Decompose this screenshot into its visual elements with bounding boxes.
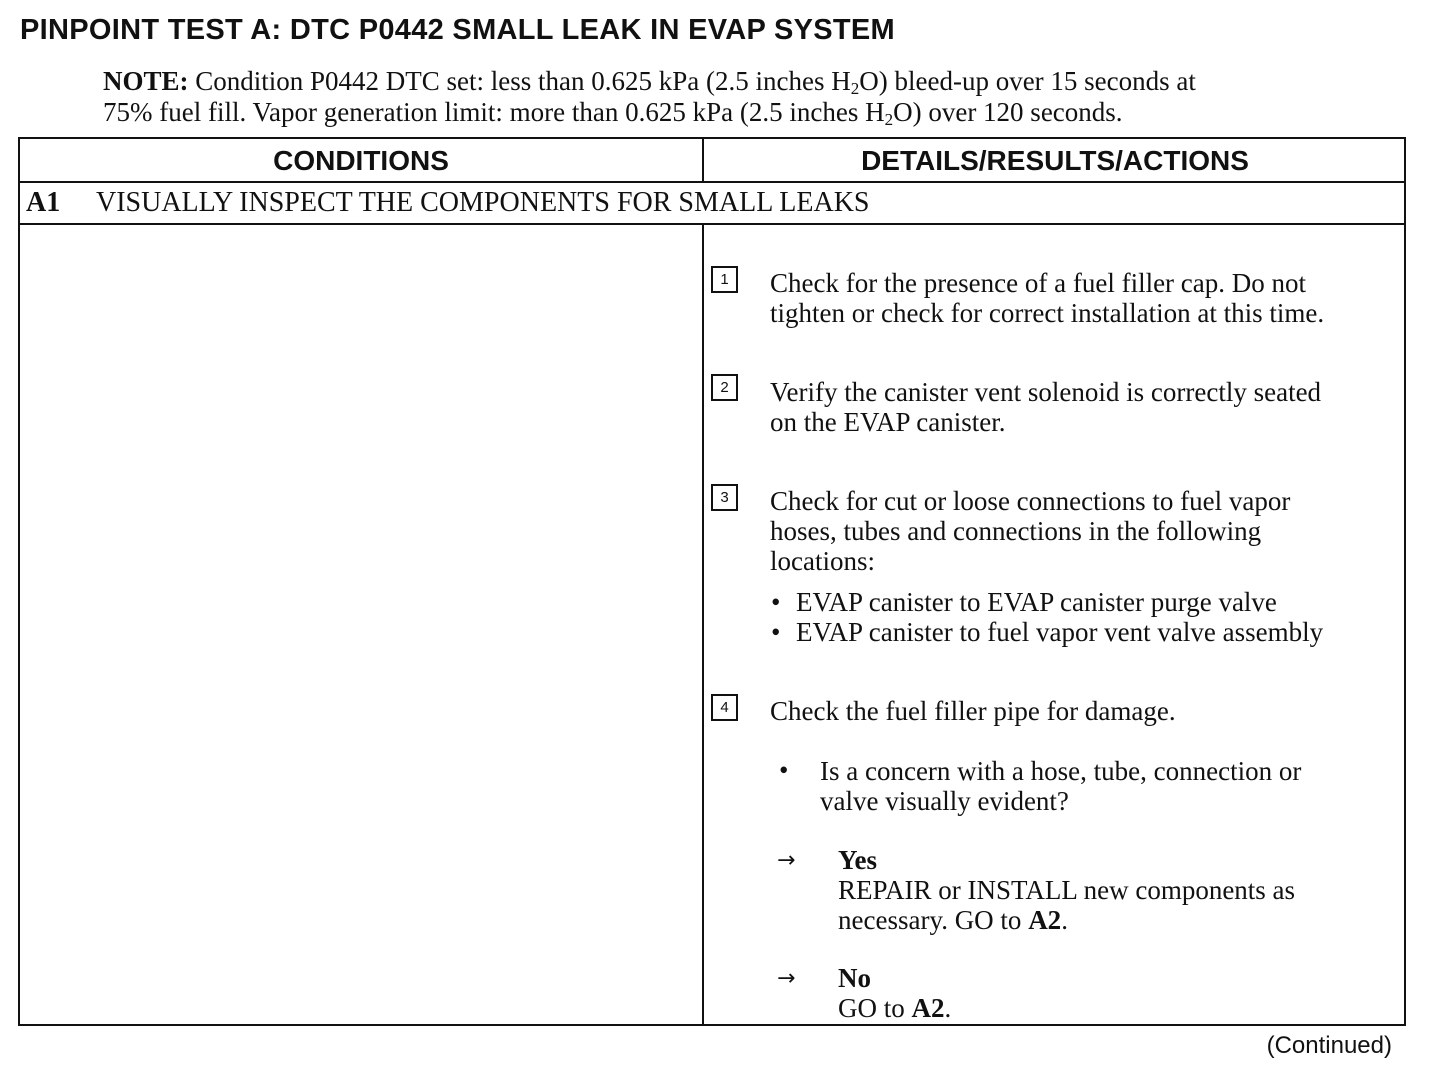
step-row bbox=[20, 183, 1404, 225]
note-label: NOTE: bbox=[103, 66, 189, 96]
answer-yes bbox=[838, 845, 1295, 935]
note-line-2 bbox=[103, 97, 1423, 128]
step-reference: A2 bbox=[1028, 905, 1062, 935]
text-line: on the EVAP canister. bbox=[770, 407, 1006, 437]
step-number-box: 3 bbox=[711, 484, 738, 511]
step-reference: A2 bbox=[911, 993, 945, 1023]
subscript: 2 bbox=[884, 110, 894, 129]
text-line bbox=[838, 905, 1295, 935]
step-3-text bbox=[770, 486, 1290, 576]
table-header-row bbox=[20, 139, 1404, 183]
question-text bbox=[820, 756, 1301, 816]
text-line: Is a concern with a hose, tube, connection or bbox=[820, 756, 1302, 786]
text-line bbox=[838, 993, 951, 1023]
text-line: Check for cut or loose connections to fuel vapor bbox=[770, 486, 1291, 516]
answer-label: No bbox=[838, 963, 871, 993]
note-text: Condition P0442 DTC set: less than 0.625 kPa (2.5 inches H bbox=[195, 66, 851, 96]
step-number-box: 2 bbox=[711, 374, 738, 401]
continued-label: (Continued) bbox=[1266, 1032, 1392, 1059]
text-line: tighten or check for correct installation at this time. bbox=[770, 298, 1325, 328]
bullet-icon: • bbox=[779, 755, 789, 785]
text-fragment: . bbox=[1061, 905, 1068, 935]
step-2-text bbox=[770, 377, 1321, 437]
text-line: valve visually evident? bbox=[820, 786, 1069, 816]
step-number-box: 4 bbox=[711, 694, 738, 721]
column-divider bbox=[702, 225, 704, 1026]
bullet-icon: • bbox=[771, 617, 781, 647]
text-fragment: . bbox=[944, 993, 952, 1023]
text-line: REPAIR or INSTALL new components as bbox=[838, 875, 1296, 905]
answer-label: Yes bbox=[838, 845, 877, 875]
note-text: O) over 120 seconds. bbox=[893, 97, 1123, 127]
text-fragment: GO to bbox=[838, 993, 912, 1023]
step-1-text bbox=[770, 268, 1324, 328]
arrow-right-icon: → bbox=[777, 848, 796, 873]
note-text: 75% fuel fill. Vapor generation limit: more than 0.625 kPa (2.5 inches H bbox=[103, 97, 885, 127]
step-title: VISUALLY INSPECT THE COMPONENTS FOR SMALL LEAKS bbox=[96, 187, 870, 218]
arrow-right-icon: → bbox=[777, 966, 796, 991]
subscript: 2 bbox=[850, 79, 860, 98]
answer-no bbox=[838, 963, 951, 1023]
step-id: A1 bbox=[26, 187, 61, 218]
text-line: Check for the presence of a fuel filler cap. Do not bbox=[770, 268, 1307, 298]
location-item: EVAP canister to EVAP canister purge valve bbox=[796, 587, 1277, 617]
note bbox=[103, 66, 1423, 128]
step-number-box: 1 bbox=[711, 266, 738, 293]
note-text: O) bleed-up over 15 seconds at bbox=[859, 66, 1196, 96]
bullet-icon: • bbox=[771, 587, 781, 617]
text-line: hoses, tubes and connections in the following bbox=[770, 516, 1262, 546]
header-conditions: CONDITIONS bbox=[273, 145, 449, 176]
note-line-1 bbox=[103, 66, 1423, 97]
column-divider bbox=[702, 139, 704, 183]
step-4-text bbox=[770, 696, 1176, 726]
location-item: EVAP canister to fuel vapor vent valve assembly bbox=[796, 617, 1324, 647]
text-line: locations: bbox=[770, 546, 875, 576]
page-title: PINPOINT TEST A: DTC P0442 SMALL LEAK IN EVAP SYSTEM bbox=[20, 14, 895, 46]
text-line: Check the fuel filler pipe for damage. bbox=[770, 696, 1176, 726]
text-fragment: necessary. GO to bbox=[838, 905, 1029, 935]
header-details: DETAILS/RESULTS/ACTIONS bbox=[861, 145, 1249, 176]
text-line: Verify the canister vent solenoid is correctly seated bbox=[770, 377, 1322, 407]
